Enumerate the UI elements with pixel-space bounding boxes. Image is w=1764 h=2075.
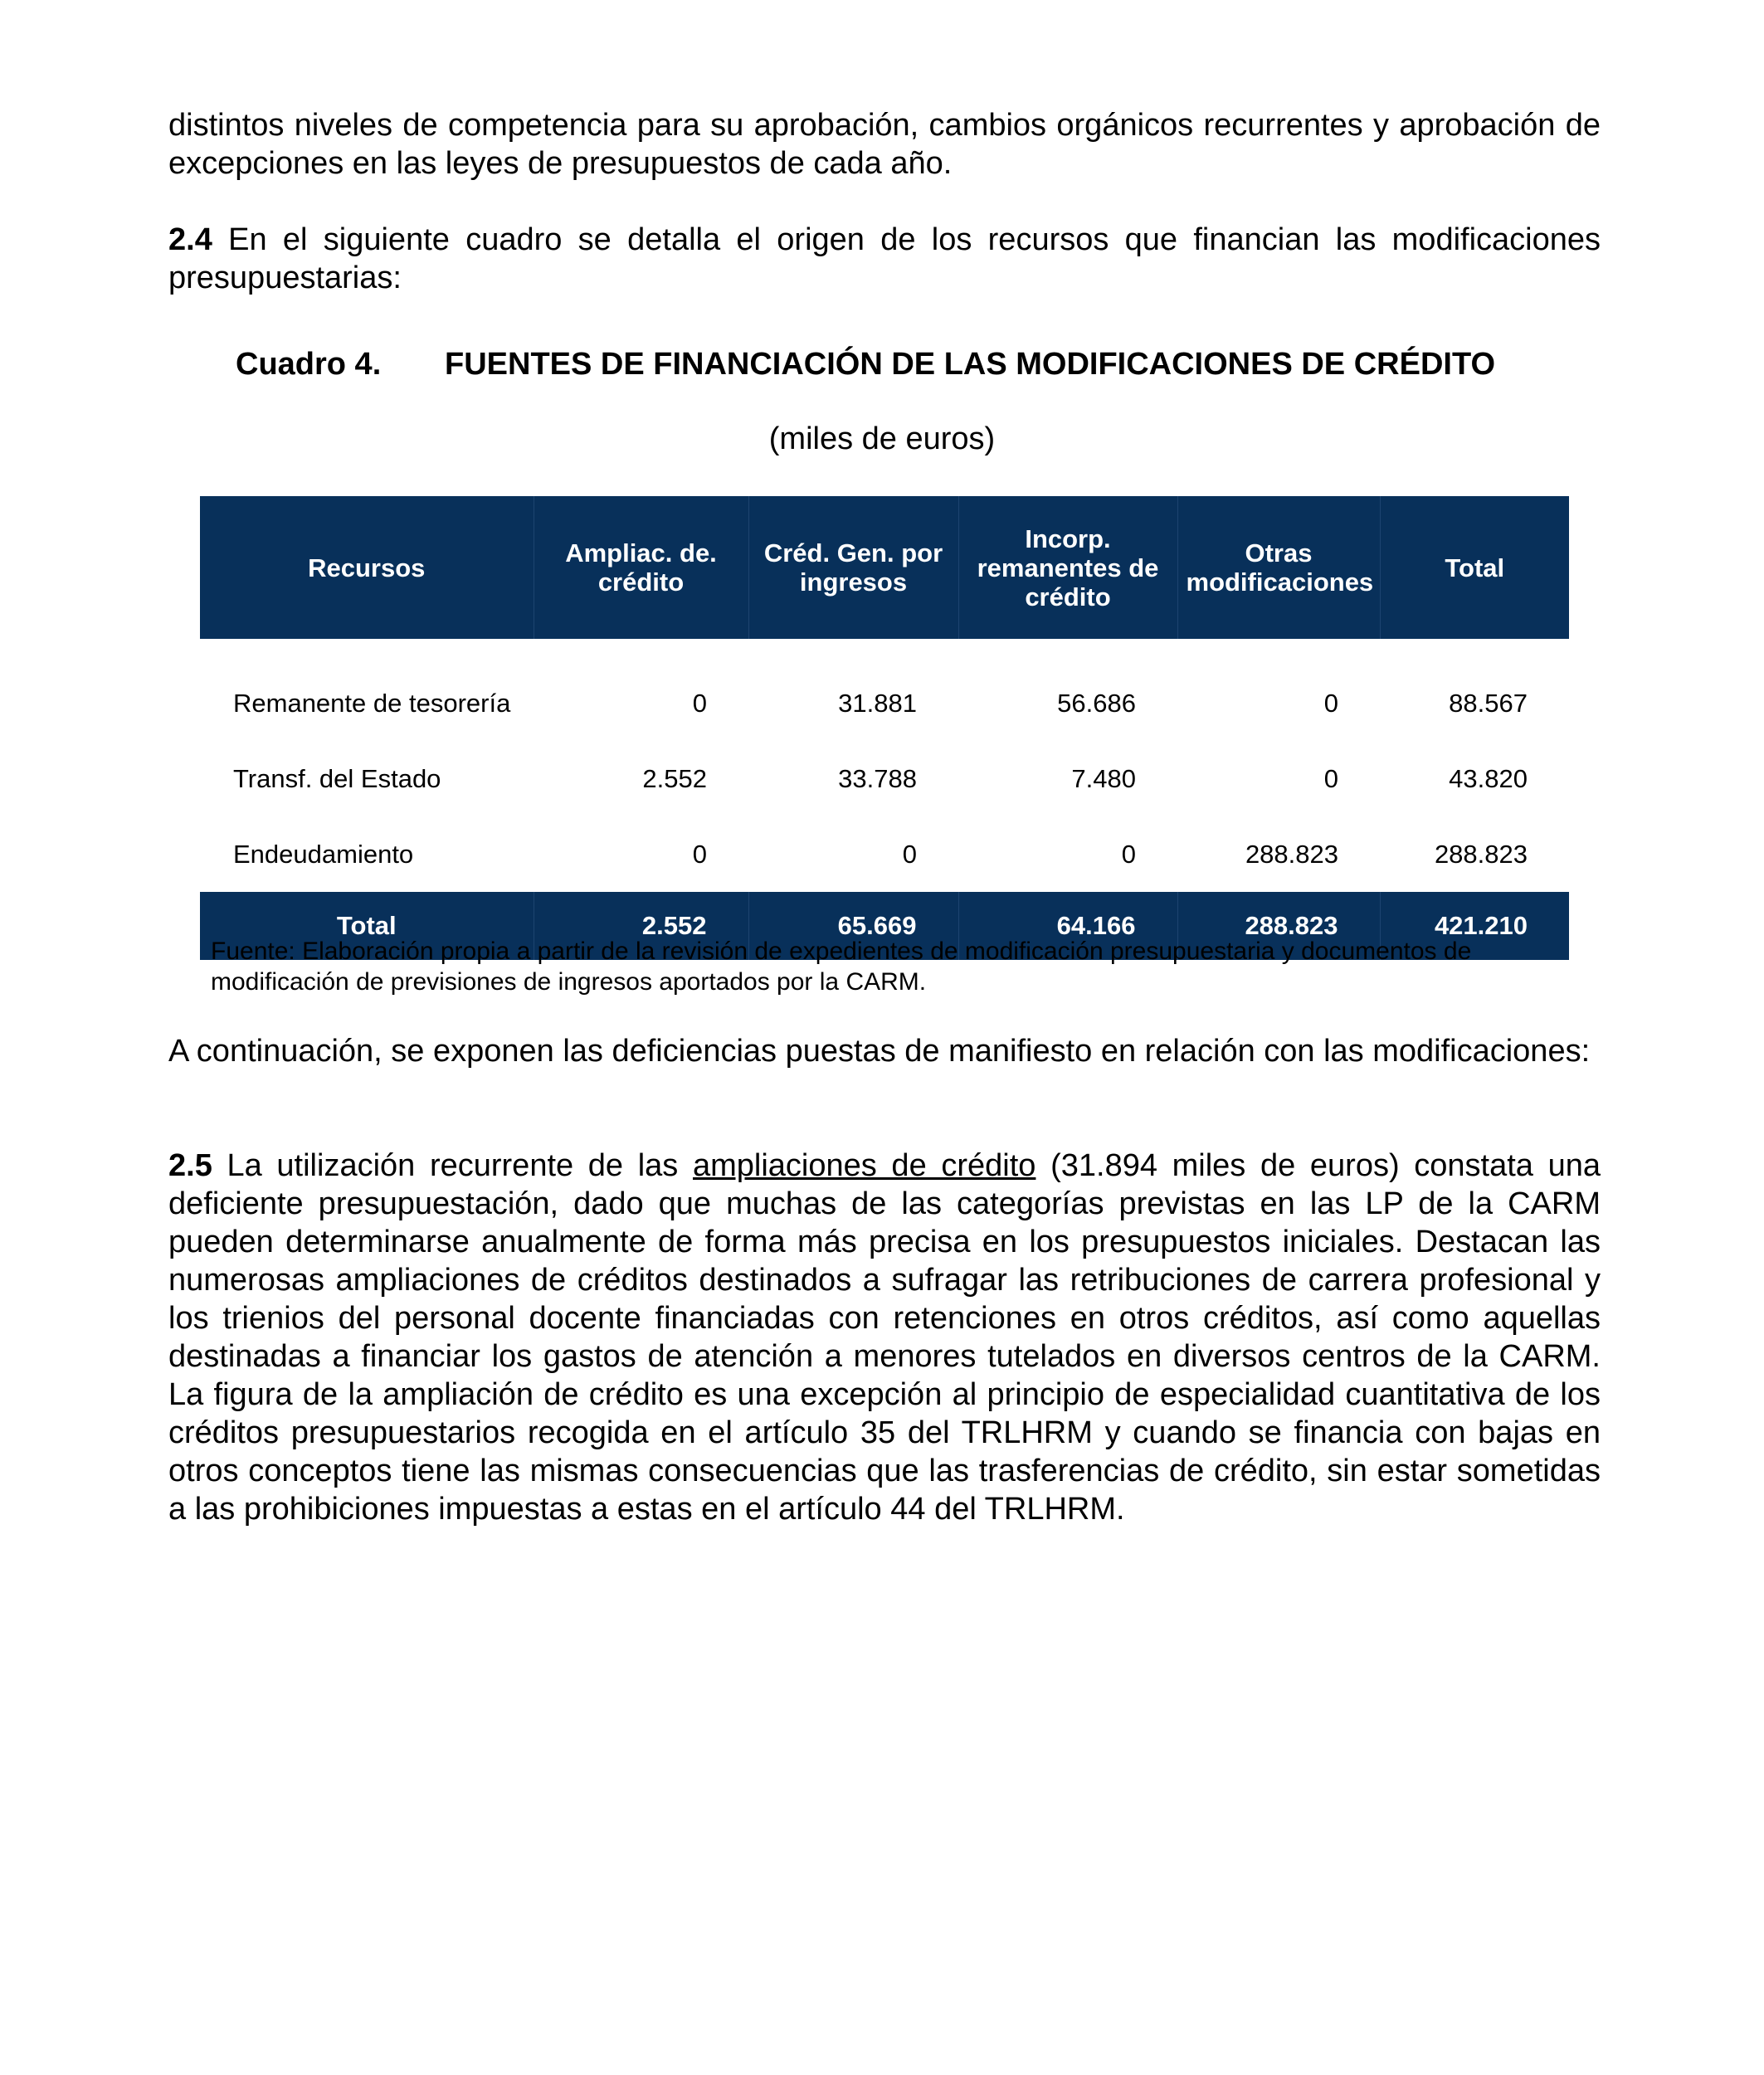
table-cell: 88.567 (1449, 688, 1528, 718)
table-row (200, 741, 1569, 816)
table-cell: 31.881 (838, 688, 917, 718)
table-caption-number: Cuadro 4. (236, 347, 382, 382)
table-cell: 43.820 (1449, 763, 1528, 793)
paragraph-2-5-text: (31.894 miles de euros) constata una deficiente presupuestación, dado que muchas de las categorías previstas en las LP de la CARM pueden determinarse anualmente de forma más precisa en los presupuestos iniciales. Destacan las numerosas ampliaciones de créditos destinados a sufragar las retribuciones de carrera profesional y los trienios del personal docente financiadas con retenciones en otros créditos, así como aquellas destinadas a financiar los gastos de atención a menores tutelados en diversos centros de la CARM. La figura de la ampliación de crédito es una excepción al principio de especialidad cuantitativa de los créditos presupuestarios recogida en el artículo 35 del TRLHRM y cuando se financia con bajas en otros conceptos tiene las mismas consecuencias que las trasferencias de crédito, sin estar sometidas a las prohibiciones impuestas a estas en el artículo 44 del TRLHRM. (168, 1148, 1601, 1527)
paragraph-intro: distintos niveles de competencia para su aprobación, cambios orgánicos recurrentes y aprobación de excepciones en las leyes de presupuestos de cada año. (168, 108, 1601, 181)
table-caption (236, 347, 1495, 382)
total-label: Total (200, 892, 534, 960)
table-cell: 33.788 (838, 763, 917, 793)
table-cell: 0 (692, 688, 707, 718)
total-cell: 421.210 (1380, 892, 1569, 960)
header-incorp-remanentes: Incorp. remanentes de crédito (958, 496, 1177, 639)
funding-sources-table (200, 496, 1569, 960)
header-recursos: Recursos (200, 496, 534, 639)
table-cell: 0 (1121, 839, 1136, 869)
table-cell: 56.686 (1057, 688, 1136, 718)
row-label: Transf. del Estado (233, 763, 441, 793)
table-cell: 2.552 (642, 763, 707, 793)
paragraph-2-5 (168, 1147, 1601, 1528)
paragraph-2-5-pre: La utilización recurrente de las (212, 1148, 693, 1183)
paragraph-deficiencias: A continuación, se exponen las deficiencias puestas de manifiesto en relación con las modificaciones: (168, 1034, 1591, 1069)
table-row (200, 639, 1569, 741)
table-cell: 0 (902, 839, 917, 869)
row-label: Endeudamiento (233, 839, 414, 869)
table-caption-title: FUENTES DE FINANCIACIÓN DE LAS MODIFICACIONES DE CRÉDITO (445, 347, 1496, 382)
total-cell: 64.166 (958, 892, 1177, 960)
table-cell: 0 (692, 839, 707, 869)
table-header-row (200, 496, 1569, 639)
table-cell: 0 (1323, 688, 1338, 718)
table-cell: 0 (1323, 763, 1338, 793)
table-cell: 288.823 (1245, 839, 1338, 869)
header-cred-gen-ingresos: Créd. Gen. por ingresos (748, 496, 958, 639)
header-ampliac-credito: Ampliac. de. crédito (534, 496, 748, 639)
total-cell: 2.552 (534, 892, 748, 960)
table-cell: 288.823 (1434, 839, 1528, 869)
table-row (200, 816, 1569, 892)
total-cell: 65.669 (748, 892, 958, 960)
row-label: Remanente de tesorería (233, 688, 511, 718)
paragraph-2-4 (168, 221, 1601, 297)
table-cell: 7.480 (1071, 763, 1136, 793)
table-source-note: Fuente: Elaboración propia a partir de la revisión de expedientes de modificación presupuestaria y documentos de modificación de previsiones de ingresos aportados por la CARM. (211, 938, 1472, 996)
underlined-term: ampliaciones de crédito (692, 1148, 1036, 1183)
section-number-2-4: 2.4 (168, 222, 212, 257)
total-cell: 288.823 (1177, 892, 1380, 960)
header-otras-modificaciones: Otras modificaciones (1177, 496, 1380, 639)
section-number-2-5: 2.5 (168, 1148, 212, 1183)
header-total: Total (1380, 496, 1569, 639)
table-units: (miles de euros) (768, 421, 996, 456)
paragraph-2-4-text: En el siguiente cuadro se detalla el origen de los recursos que financian las modificaciones presupuestarias: (168, 222, 1601, 295)
